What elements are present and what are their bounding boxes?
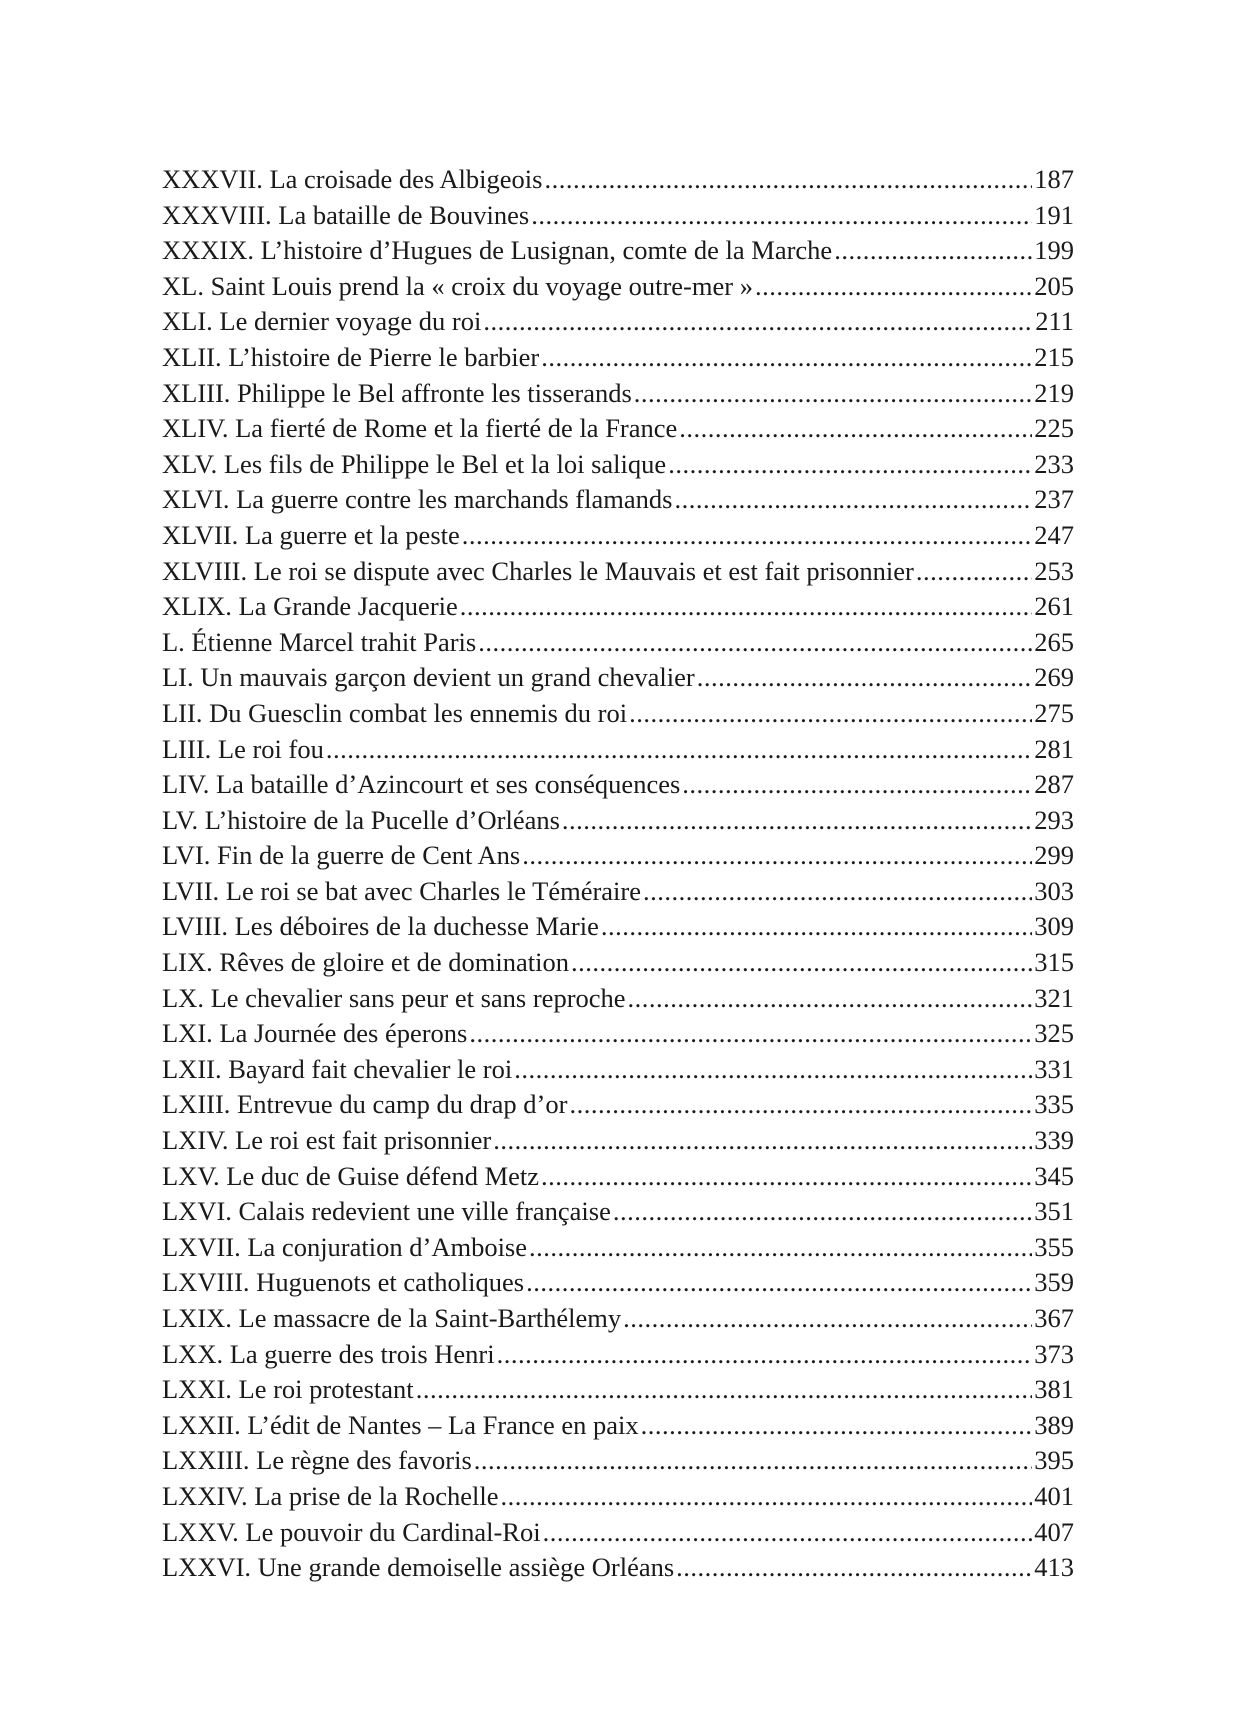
toc-entry-title: LX. Le chevalier sans peur et sans reproche <box>162 982 626 1013</box>
toc-entry <box>162 304 1074 340</box>
toc-entry-title: LXXI. Le roi protestant <box>162 1374 414 1405</box>
toc-dot-leader <box>544 162 1032 198</box>
toc-entry-title: LVII. Le roi se bat avec Charles le Téméraire <box>162 875 641 906</box>
toc-entry-page-number: 287 <box>1034 769 1074 800</box>
toc-entry-page-number: 351 <box>1034 1196 1074 1227</box>
toc-entry <box>162 269 1074 305</box>
toc-entry-title: LXIV. Le roi est fait prisonnier <box>162 1125 492 1156</box>
toc-entry <box>162 1159 1074 1195</box>
toc-entry-page-number: 395 <box>1034 1445 1074 1476</box>
toc-dot-leader <box>562 803 1032 839</box>
toc-entry-title: LIX. Rêves de gloire et de domination <box>162 947 569 978</box>
toc-entry-page-number: 237 <box>1034 484 1074 515</box>
toc-entry <box>162 447 1074 483</box>
toc-entry-page-number: 373 <box>1034 1338 1074 1369</box>
toc-dot-leader <box>676 1550 1032 1586</box>
toc-dot-leader <box>531 198 1032 234</box>
toc-dot-leader <box>601 909 1032 945</box>
toc-entry <box>162 1550 1074 1586</box>
toc-entry <box>162 1052 1074 1088</box>
toc-entry-page-number: 211 <box>1035 306 1074 337</box>
toc-entry <box>162 660 1074 696</box>
toc-entry-title: LXI. La Journée des éperons <box>162 1018 468 1049</box>
toc-entry-page-number: 293 <box>1034 804 1074 835</box>
toc-entry-page-number: 339 <box>1034 1125 1074 1156</box>
toc-entry <box>162 1337 1074 1373</box>
toc-entry <box>162 482 1074 518</box>
toc-entry-page-number: 247 <box>1034 519 1074 550</box>
toc-entry-page-number: 253 <box>1034 555 1074 586</box>
toc-entry-page-number: 389 <box>1034 1409 1074 1440</box>
toc-entry-title: XL. Saint Louis prend la « croix du voyage outre-mer » <box>162 270 753 301</box>
toc-entry-title: LVI. Fin de la guerre de Cent Ans <box>162 840 521 871</box>
toc-entry-page-number: 299 <box>1034 840 1074 871</box>
toc-entry-page-number: 233 <box>1034 448 1074 479</box>
toc-entry-title: XLVII. La guerre et la peste <box>162 519 460 550</box>
toc-dot-leader <box>493 1123 1032 1159</box>
toc-entry <box>162 1372 1074 1408</box>
toc-dot-leader <box>571 945 1032 981</box>
toc-entry-title: XLIII. Philippe le Bel affronte les tisserands <box>162 377 632 408</box>
toc-entry-title: XLII. L’histoire de Pierre le barbier <box>162 341 540 372</box>
toc-dot-leader <box>462 518 1033 554</box>
toc-entry-title: LXIX. Le massacre de la Saint-Barthélemy <box>162 1303 622 1333</box>
toc-entry-title: L. Étienne Marcel trahit Paris <box>162 626 477 657</box>
toc-dot-leader <box>755 269 1032 305</box>
toc-entry-page-number: 401 <box>1034 1480 1074 1511</box>
toc-entry <box>162 162 1074 198</box>
toc-entry <box>162 1479 1074 1515</box>
toc-entry-page-number: 265 <box>1034 626 1074 657</box>
toc-dot-leader <box>541 340 1032 376</box>
toc-dot-leader <box>679 411 1032 447</box>
toc-dot-leader <box>834 233 1032 269</box>
toc-entry <box>162 803 1074 839</box>
toc-entry-title: LII. Du Guesclin combat les ennemis du roi <box>162 697 628 728</box>
toc-entry-title: XLVIII. Le roi se dispute avec Charles le Mauvais et est fait prisonnier <box>162 555 914 586</box>
toc-dot-leader <box>541 1159 1032 1195</box>
toc-dot-leader <box>460 589 1032 625</box>
toc-entry-page-number: 219 <box>1034 377 1074 408</box>
toc-entry <box>162 625 1074 661</box>
toc-entry <box>162 1016 1074 1052</box>
toc-entry-title: LV. L’histoire de la Pucelle d’Orléans <box>162 804 560 835</box>
toc-entry-page-number: 309 <box>1034 911 1074 942</box>
toc-entry <box>162 1123 1074 1159</box>
toc-dot-leader <box>668 447 1032 483</box>
toc-entry-title: LIV. La bataille d’Azincourt et ses conséquences <box>162 769 681 800</box>
toc-entry <box>162 767 1074 803</box>
toc-entry-page-number: 303 <box>1034 875 1074 906</box>
toc-entry <box>162 1087 1074 1123</box>
toc-entry <box>162 340 1074 376</box>
toc-entry-title: XLIX. La Grande Jacquerie <box>162 591 458 622</box>
toc-dot-leader <box>514 1052 1032 1088</box>
toc-entry <box>162 1408 1074 1444</box>
toc-entry <box>162 909 1074 945</box>
toc-entry-page-number: 321 <box>1034 982 1074 1013</box>
toc-entry-page-number: 331 <box>1034 1053 1074 1084</box>
toc-entry-title: XXXIX. L’histoire d’Hugues de Lusignan, comte de la Marche <box>162 235 833 266</box>
toc-dot-leader <box>326 732 1032 768</box>
toc-entry <box>162 198 1074 234</box>
toc-dot-leader <box>634 376 1032 412</box>
toc-dot-leader <box>643 874 1032 910</box>
toc-entry-title: XXXVIII. La bataille de Bouvines <box>162 199 530 230</box>
toc-entry-title: LXVII. La conjuration d’Amboise <box>162 1231 528 1262</box>
toc-entry <box>162 376 1074 412</box>
toc-entry-page-number: 315 <box>1034 947 1074 978</box>
toc-entry-title: LXXV. Le pouvoir du Cardinal-Roi <box>162 1516 541 1547</box>
toc-entry-title: LXXIV. La prise de la Rochelle <box>162 1480 499 1511</box>
toc-entry-title: LXII. Bayard fait chevalier le roi <box>162 1053 513 1084</box>
toc-dot-leader <box>543 1515 1033 1551</box>
toc-entry-title: XLI. Le dernier voyage du roi <box>162 306 482 337</box>
toc-entry <box>162 1194 1074 1230</box>
toc-entry <box>162 554 1074 590</box>
toc-entry-title: LXV. Le duc de Guise défend Metz <box>162 1160 540 1191</box>
toc-entry <box>162 518 1074 554</box>
toc-dot-leader <box>629 696 1032 732</box>
toc-entry-page-number: 281 <box>1034 733 1074 764</box>
toc-entry-title: XLIV. La fierté de Rome et la fierté de la France <box>162 413 678 444</box>
toc-entry-page-number: 325 <box>1034 1018 1074 1049</box>
toc-entry-page-number: 413 <box>1034 1552 1074 1583</box>
toc-entry-page-number: 191 <box>1034 199 1074 230</box>
toc-dot-leader <box>697 660 1033 696</box>
toc-dot-leader <box>478 625 1032 661</box>
toc-entry-title: LXVIII. Huguenots et catholiques <box>162 1267 525 1298</box>
toc-entry <box>162 1265 1074 1301</box>
toc-entry-title: LI. Un mauvais garçon devient un grand chevalier <box>162 662 695 693</box>
toc-dot-leader <box>474 1443 1032 1479</box>
toc-entry-title: LXXVI. Une grande demoiselle assiège Orléans <box>162 1552 675 1583</box>
toc-dot-leader <box>501 1479 1033 1515</box>
toc-dot-leader <box>641 1408 1033 1444</box>
toc-entry <box>162 1515 1074 1551</box>
toc-entry <box>162 981 1074 1017</box>
toc-dot-leader <box>483 304 1033 340</box>
toc-entry-title: LVIII. Les déboires de la duchesse Marie <box>162 911 599 942</box>
toc-entry-page-number: 205 <box>1034 270 1074 301</box>
toc-entry <box>162 1301 1074 1337</box>
toc-entry-page-number: 367 <box>1034 1303 1074 1333</box>
toc-dot-leader <box>682 767 1032 803</box>
toc-entry-title: XLV. Les fils de Philippe le Bel et la loi salique <box>162 448 667 479</box>
toc-entry <box>162 732 1074 768</box>
toc-dot-leader <box>674 482 1032 518</box>
toc-entry-title: XXXVII. La croisade des Albigeois <box>162 164 543 194</box>
toc-entry-title: LXIII. Entrevue du camp du drap d’or <box>162 1089 568 1120</box>
toc-dot-leader <box>526 1265 1032 1301</box>
toc-dot-leader <box>613 1194 1032 1230</box>
toc-entry-page-number: 407 <box>1034 1516 1074 1547</box>
toc-entry-title: LXX. La guerre des trois Henri <box>162 1338 495 1369</box>
toc-dot-leader <box>628 981 1033 1017</box>
toc-dot-leader <box>529 1230 1032 1266</box>
toc-entry-page-number: 269 <box>1034 662 1074 693</box>
toc-dot-leader <box>916 554 1032 590</box>
toc-dot-leader <box>569 1087 1032 1123</box>
toc-entry-page-number: 187 <box>1034 164 1074 194</box>
toc-dot-leader <box>416 1372 1033 1408</box>
toc-entry-page-number: 275 <box>1034 697 1074 728</box>
toc-entry <box>162 1230 1074 1266</box>
toc-entry-title: LIII. Le roi fou <box>162 733 324 764</box>
toc-entry <box>162 411 1074 447</box>
toc-entry-page-number: 261 <box>1034 591 1074 622</box>
toc-entry-title: LXXIII. Le règne des favoris <box>162 1445 472 1476</box>
toc-entry <box>162 696 1074 732</box>
table-of-contents <box>162 162 1074 1586</box>
toc-entry <box>162 589 1074 625</box>
toc-entry-page-number: 359 <box>1034 1267 1074 1298</box>
toc-entry <box>162 233 1074 269</box>
toc-entry-page-number: 345 <box>1034 1160 1074 1191</box>
toc-entry-page-number: 381 <box>1034 1374 1074 1405</box>
toc-entry-page-number: 335 <box>1034 1089 1074 1120</box>
toc-entry <box>162 838 1074 874</box>
toc-dot-leader <box>522 838 1032 874</box>
toc-dot-leader <box>623 1301 1032 1337</box>
toc-entry-title: XLVI. La guerre contre les marchands flamands <box>162 484 673 515</box>
toc-entry-title: LXXII. L’édit de Nantes – La France en paix <box>162 1409 639 1440</box>
toc-entry-page-number: 355 <box>1034 1231 1074 1262</box>
toc-entry <box>162 1443 1074 1479</box>
toc-entry-page-number: 199 <box>1034 235 1074 266</box>
toc-dot-leader <box>469 1016 1032 1052</box>
toc-dot-leader <box>497 1337 1033 1373</box>
toc-entry-page-number: 215 <box>1034 341 1074 372</box>
toc-entry-page-number: 225 <box>1034 413 1074 444</box>
toc-entry <box>162 874 1074 910</box>
toc-entry <box>162 945 1074 981</box>
toc-entry-title: LXVI. Calais redevient une ville française <box>162 1196 611 1227</box>
